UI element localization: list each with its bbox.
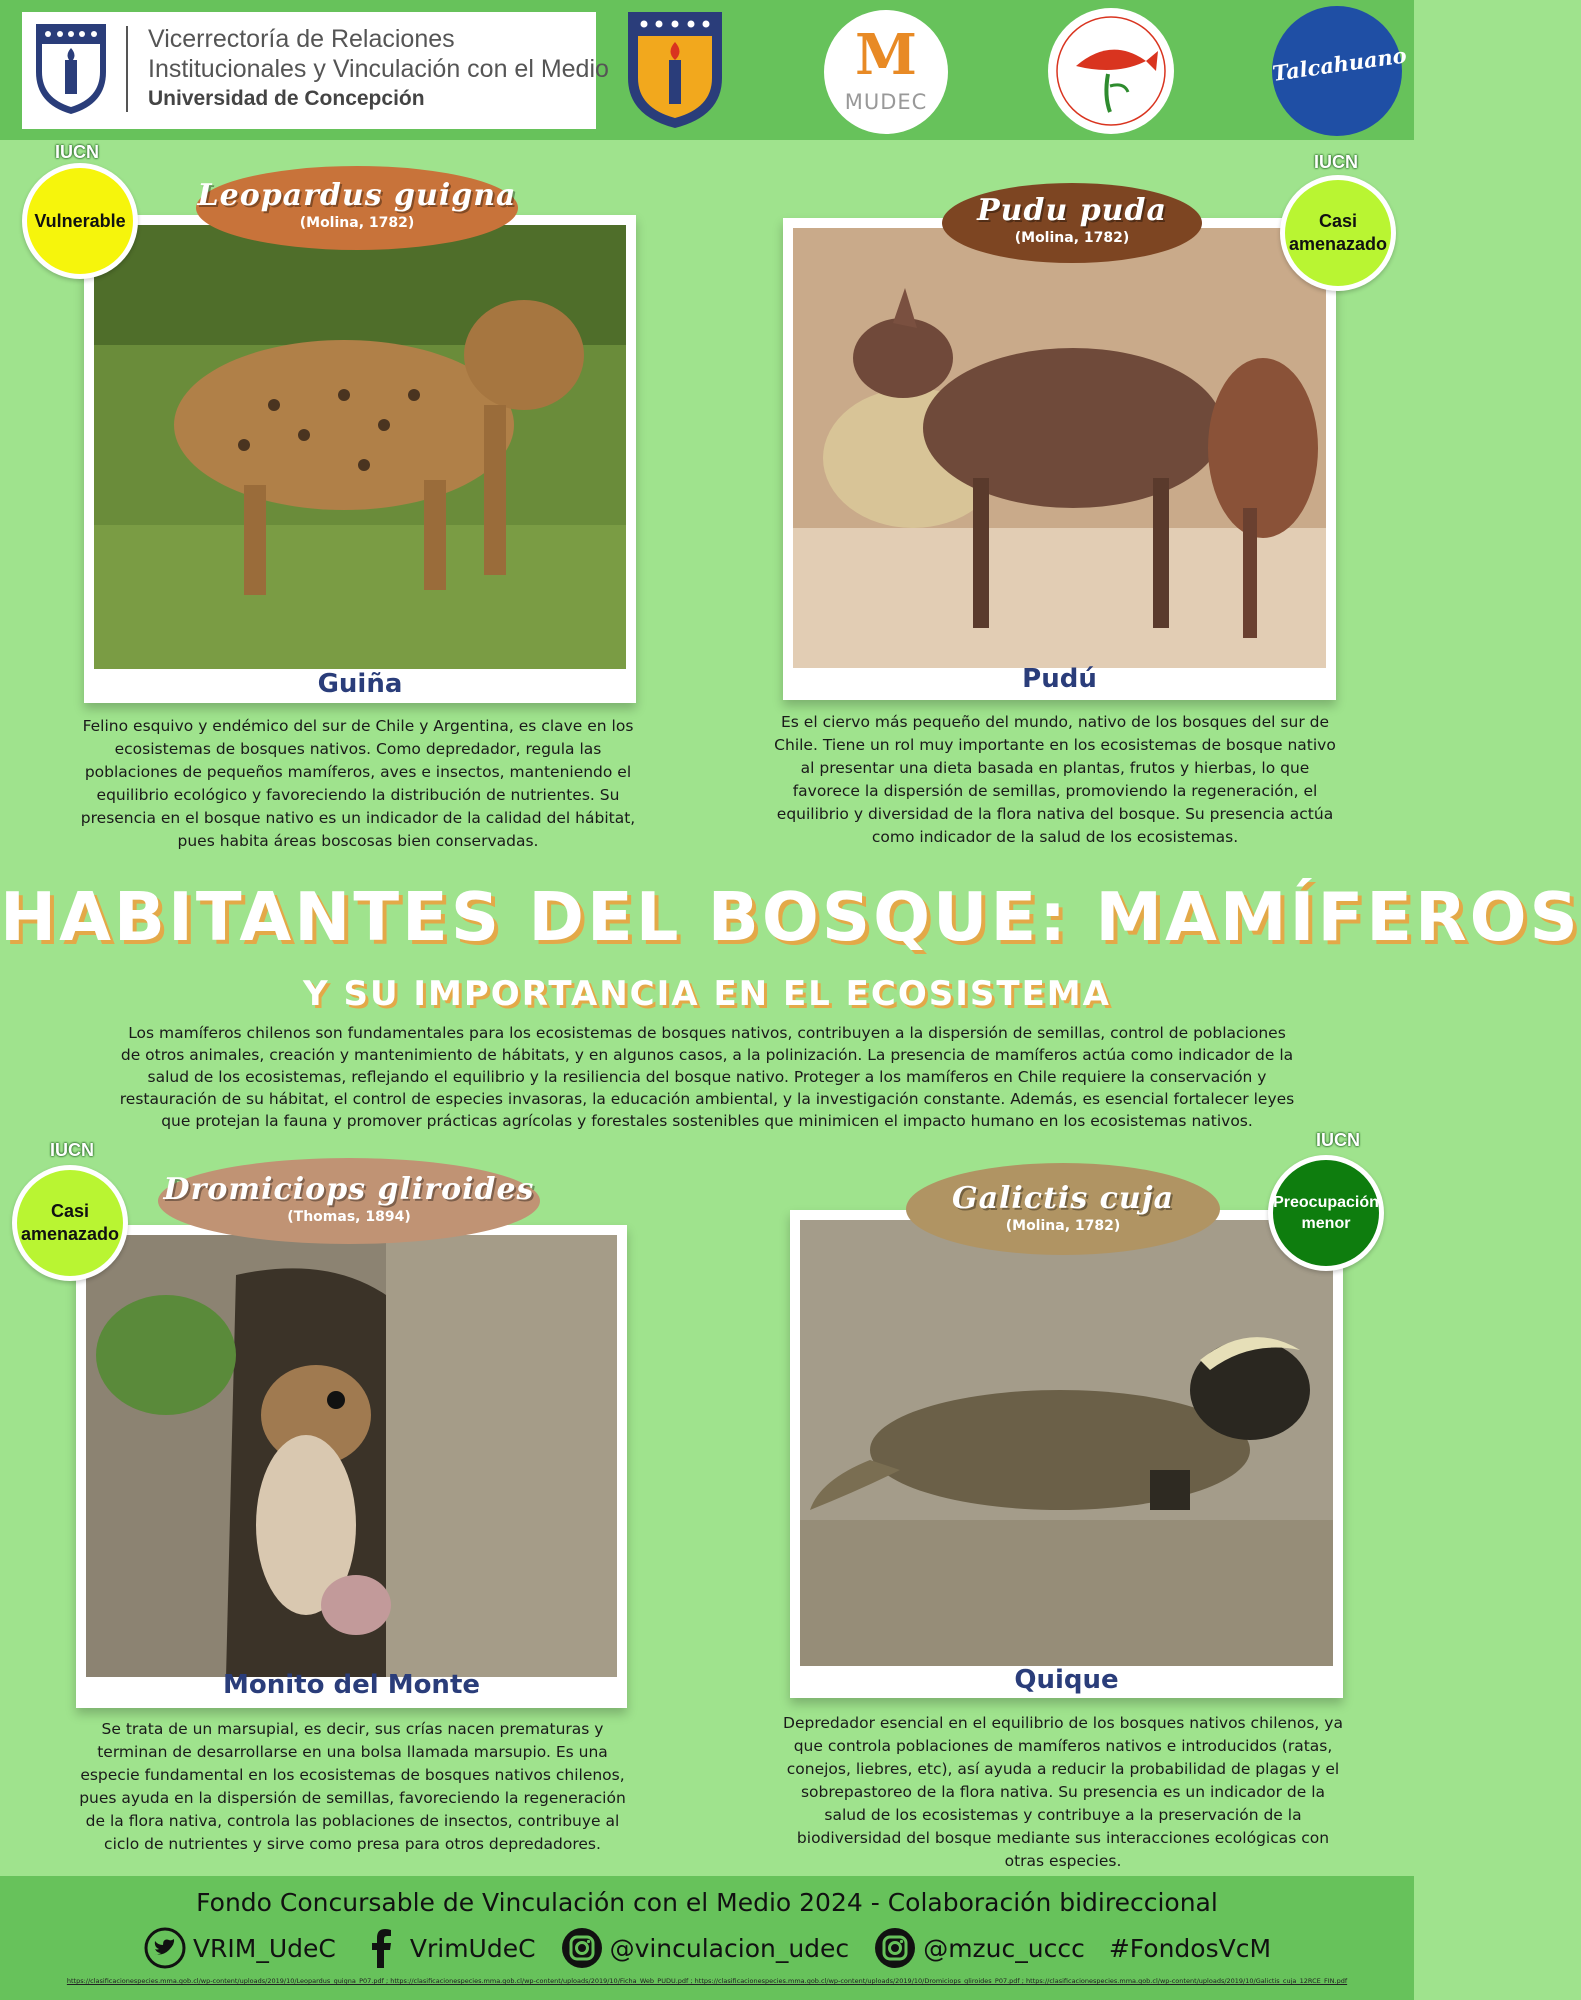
logo-divider bbox=[126, 26, 128, 112]
photo-frame-quique bbox=[790, 1210, 1343, 1698]
vrim-logo[interactable] bbox=[22, 12, 609, 129]
photo-monito bbox=[86, 1235, 617, 1677]
species-pill-monito bbox=[158, 1158, 540, 1244]
hashtag: #FondosVcM bbox=[1108, 1933, 1272, 1963]
common-name-monito: Monito del Monte bbox=[222, 1670, 481, 1700]
photo-quique bbox=[800, 1220, 1333, 1666]
talcahuano-label: Talcahuano bbox=[1270, 42, 1409, 86]
common-name-pudu: Pudú bbox=[1022, 664, 1097, 694]
authority-monito: (Thomas, 1894) bbox=[287, 1209, 411, 1225]
description-quique: Depredador esencial en el equilibrio de los bosques nativos chilenos, ya que controla poblaciones de mamíferos nativos e introducidos (ratas, conejos, liebres, etc), así ayuda a reducir la probabilidad de plagas y el sobrepastoreo de la flora nativa. Su presencia es un indicador de la salud de los ecosistemas y contribuye a la preservación de la biodiversidad del bosque mediante sus interacciones ecológicas con otras especies. bbox=[783, 1714, 1343, 1870]
photo-frame-monito bbox=[76, 1225, 627, 1708]
species-pill-pudu bbox=[942, 183, 1202, 263]
udec-shield-icon bbox=[32, 20, 110, 116]
instagram-link-vinculacion[interactable] bbox=[560, 1926, 850, 1970]
twitter-handle: VRIM_UdeC bbox=[192, 1933, 336, 1963]
authority-quique: (Molina, 1782) bbox=[1005, 1218, 1121, 1234]
iucn-label-quique: IUCN bbox=[1316, 1130, 1360, 1150]
mudec-letter: M bbox=[855, 22, 917, 88]
iucn-label-guina: IUCN bbox=[55, 142, 99, 162]
hashtag-link[interactable] bbox=[1109, 1934, 1271, 1963]
facebook-handle: VrimUdeC bbox=[409, 1933, 536, 1963]
instagram-icon bbox=[873, 1926, 917, 1970]
authority-guina: (Molina, 1782) bbox=[299, 215, 415, 231]
description-pudu: Es el ciervo más pequeño del mundo, nativo de los bosques del sur de Chile. Tiene un rol muy importante en los ecosistemas de bosque nativo al presentar una dieta basada en plantas, frutos y hierbas, lo que favorece la dispersión de semillas, promoviendo la regeneración, el equilibrio y diversidad de la flora nativa del bosque. Su presencia actúa como indicador de la salud de los ecosistemas. bbox=[774, 713, 1336, 846]
udec-crest-icon[interactable] bbox=[624, 8, 726, 132]
quique-photo-icon bbox=[800, 1220, 1333, 1666]
scientific-name-quique: Galictis cuja bbox=[951, 1181, 1175, 1216]
vrim-line-1: Vicerrectoría de Relaciones bbox=[148, 25, 455, 53]
authority-pudu: (Molina, 1782) bbox=[1014, 230, 1130, 246]
species-pill-quique bbox=[906, 1163, 1220, 1255]
common-name-quique: Quique bbox=[1014, 1665, 1119, 1695]
facebook-link[interactable] bbox=[360, 1926, 536, 1970]
vrim-line-2: Institucionales y Vinculación con el Medio bbox=[148, 55, 609, 83]
photo-frame-guina bbox=[84, 215, 636, 703]
intro-paragraph: Los mamíferos chilenos son fundamentales para los ecosistemas de bosques nativos, contribuyen a la dispersión de semillas, control de poblaciones de otros animales, creación y mantenimiento de hábitats, y en algunos casos, a la polinización. La presencia de mamíferos actúa como indicador de la salud de los ecosistemas, reflejando el equilibrio y la resiliencia del bosque nativo. Proteger a los mamíferos en Chile requiere la conservación y restauración de su hábitat, el control de especies invasoras, la educación ambiental, y la investigación constante. Además, es esencial fortalecer leyes que protejan la fauna y promover prácticas agrícolas y forestales sostenibles que minimicen el impacto humano en los ecosistemas nativos. bbox=[119, 1024, 1295, 1130]
scientific-name-pudu: Pudu puda bbox=[977, 193, 1167, 228]
instagram-handle-vinculacion: @vinculacion_udec bbox=[609, 1933, 850, 1963]
species-pill-guina bbox=[196, 166, 518, 250]
mudec-label: MUDEC bbox=[844, 90, 928, 114]
status-badge-guina: Vulnerable bbox=[22, 163, 138, 279]
mudec-logo[interactable] bbox=[824, 10, 948, 134]
description-guina: Felino esquivo y endémico del sur de Chile y Argentina, es clave en los ecosistemas de bosques nativos. Como depredador, regula las poblaciones de pequeños mamíferos, aves e insectos, manteniendo el equilibrio ecológico y favoreciendo la distribución de nutrientes. Su presencia en el bosque nativo es un indicador de la calidad del hábitat, pues habita áreas boscosas bien conservadas. bbox=[80, 717, 636, 850]
description-monito: Se trata de un marsupial, es decir, sus crías nacen prematuras y terminan de desarrollarse en una bolsa llamada marsupio. Es una especie fundamental en los ecosistemas de bosques nativos chilenos, pues ayuda en la dispersión de semillas, favoreciendo la regeneración de la flora nativa, controla las poblaciones de insectos, contribuye al ciclo de nutrientes y sirve como presa para otros depredadores. bbox=[79, 1720, 626, 1853]
facebook-icon bbox=[360, 1926, 404, 1970]
instagram-icon bbox=[560, 1926, 604, 1970]
scientific-name-guina: Leopardus guigna bbox=[197, 178, 517, 213]
status-badge-quique: Preocupación menor bbox=[1268, 1155, 1384, 1271]
page-title: HABITANTES DEL BOSQUE: MAMÍFEROS bbox=[0, 878, 1581, 956]
scientific-name-monito: Dromiciops gliroides bbox=[163, 1172, 535, 1207]
footer-bar bbox=[0, 1876, 1414, 2000]
fcno-fish-logo-icon[interactable] bbox=[1046, 6, 1176, 136]
fund-title: Fondo Concursable de Vinculación con el Medio 2024 - Colaboración bidireccional bbox=[196, 1888, 1218, 1917]
common-name-guina: Guiña bbox=[317, 669, 403, 699]
photo-frame-pudu bbox=[783, 218, 1336, 700]
social-links bbox=[0, 1926, 1414, 1970]
header-bar bbox=[0, 0, 1414, 140]
status-badge-pudu: Casi amenazado bbox=[1280, 175, 1396, 291]
references[interactable]: https://clasificacionespecies.mma.gob.cl/wp-content/uploads/2019/10/Leopardus_guigna_P07.pdf ; https://clasificacionespecies.mma.gob.cl/wp-content/uploads/2019/10/Ficha_Web_PUDU.pdf ; https://clasificacionespecies.mma.gob.cl/wp-content/uploads/2019/10/Dromiciops_gliroides_P07.pdf ; https://clasificacionespecies.mma.gob.cl/wp-content/uploads/2019/10/Galictis_cuja_12RCE_FIN.pdf bbox=[66, 1977, 1348, 1985]
vrim-line-3: Universidad de Concepción bbox=[148, 87, 425, 110]
monito-photo-icon bbox=[86, 1235, 617, 1677]
photo-guina bbox=[94, 225, 626, 669]
iucn-label-pudu: IUCN bbox=[1314, 152, 1358, 172]
vrim-text bbox=[148, 24, 609, 114]
talcahuano-logo[interactable] bbox=[1270, 6, 1409, 136]
page-subtitle: Y SU IMPORTANCIA EN EL ECOSISTEMA bbox=[303, 974, 1111, 1014]
twitter-link[interactable] bbox=[143, 1926, 336, 1970]
twitter-icon bbox=[143, 1926, 187, 1970]
status-badge-monito: Casi amenazado bbox=[12, 1165, 128, 1281]
pudu-photo-icon bbox=[793, 228, 1326, 668]
instagram-link-mzuc[interactable] bbox=[873, 1926, 1085, 1970]
photo-pudu bbox=[793, 228, 1326, 668]
iucn-label-monito: IUCN bbox=[50, 1140, 94, 1160]
guina-photo-icon bbox=[94, 225, 626, 669]
instagram-handle-mzuc: @mzuc_uccc bbox=[923, 1933, 1085, 1963]
